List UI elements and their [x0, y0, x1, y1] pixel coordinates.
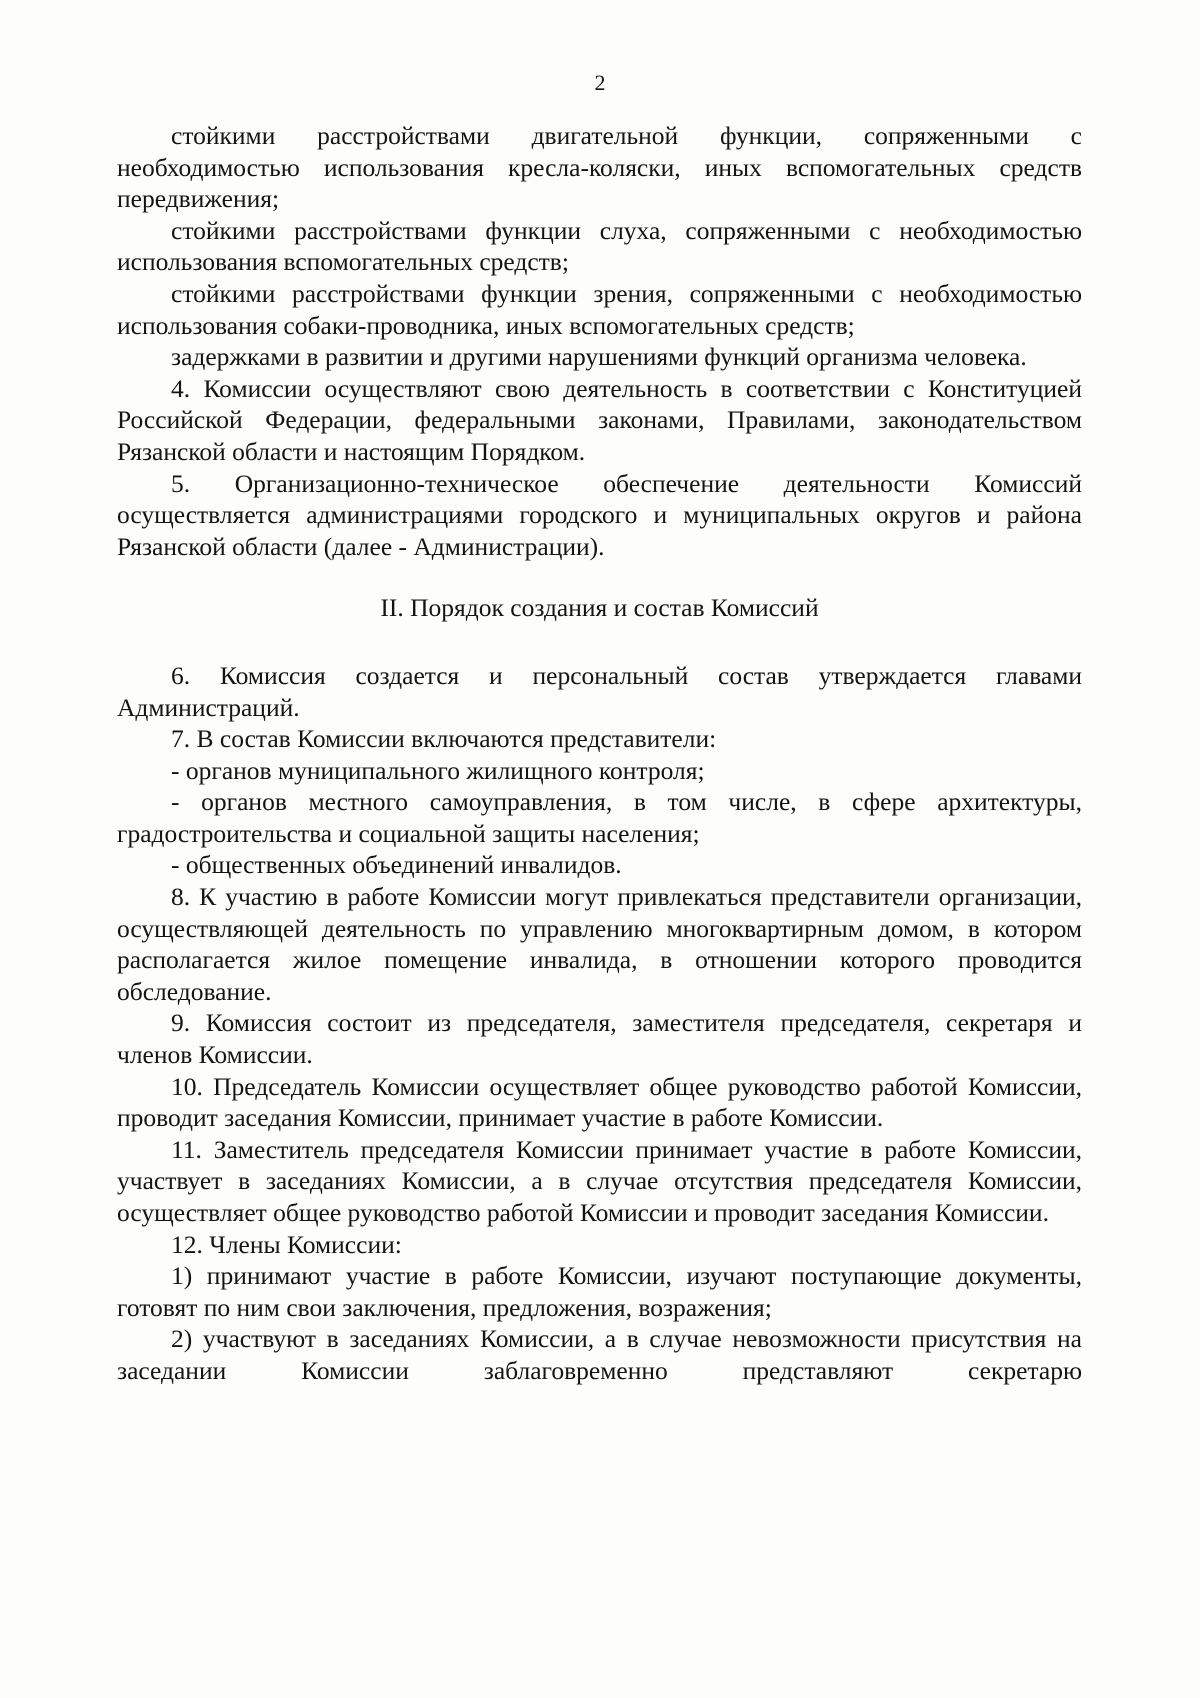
- page-number: 2: [594, 70, 606, 95]
- paragraph: задержками в развитии и другими нарушениями функций организма человека.: [171, 342, 1027, 372]
- paragraph: 10. Председатель Комиссии осуществляет общее руководство работой Комиссии, проводит заседания Комиссии, принимает участие в работе Комиссии.: [117, 1071, 1082, 1133]
- paragraph: 7. В состав Комиссии включаются представители:: [171, 724, 717, 754]
- list-item: 1) принимают участие в работе Комиссии, изучают поступающие документы, готовят по ним свои заключения, предложения, возражения;: [117, 1261, 1082, 1322]
- section-heading: II. Порядок создания и состав Комиссий: [380, 593, 819, 623]
- paragraph: 12. Члены Комиссии:: [171, 1229, 402, 1259]
- paragraph: 5. Организационно-техническое обеспечение деятельности Комиссий осуществляется администрациями городского и муниципальных округов и района Рязанской области (далее - Администрации).: [117, 468, 1082, 561]
- document-body: [117, 120, 1082, 1387]
- paragraph: 11. Заместитель председателя Комиссии принимает участие в работе Комиссии, участвует в заседаниях Комиссии, а в случае отсутствия председателя Комиссии, осуществляет общее руководство работой Комиссии и проводит заседания Комиссии.: [117, 1134, 1082, 1227]
- paragraph: 9. Комиссия состоит из председателя, заместителя председателя, секретаря и членов Комиссии.: [117, 1008, 1082, 1070]
- list-item: - органов муниципального жилищного контроля;: [171, 755, 705, 785]
- paragraph: 4. Комиссии осуществляют свою деятельность в соответствии с Конституцией Российской Федерации, федеральными законами, Правилами, законодательством Рязанской области и настоящим Порядком.: [117, 373, 1082, 466]
- paragraph: 6. Комиссия создается и персональный состав утверждается главами Администраций.: [117, 660, 1082, 722]
- paragraph: 8. К участию в работе Комиссии могут привлекаться представители организации, осуществляющей деятельность по управлению многоквартирным домом, в котором располагается жилое помещение инвалида, в отношении которого проводится обследование.: [117, 882, 1082, 1006]
- list-item: 2) участвуют в заседаниях Комиссии, а в случае невозможности присутствия на заседании Комиссии заблаговременно представляют секретарю: [117, 1324, 1082, 1385]
- paragraph: стойкими расстройствами функции слуха, сопряженными с необходимостью использования вспомогательных средств;: [117, 215, 1082, 277]
- list-item: - общественных объединений инвалидов.: [171, 850, 622, 880]
- paragraph: стойкими расстройствами функции зрения, сопряженными с необходимостью использования собаки-проводника, иных вспомогательных средств;: [117, 278, 1082, 340]
- list-item: - органов местного самоуправления, в том числе, в сфере архитектуры, градостроительства и социальной защиты населения;: [117, 787, 1082, 848]
- paragraph: стойкими расстройствами двигательной функции, сопряженными с необходимостью использования кресла-коляски, иных вспомогательных средств передвижения;: [117, 121, 1082, 214]
